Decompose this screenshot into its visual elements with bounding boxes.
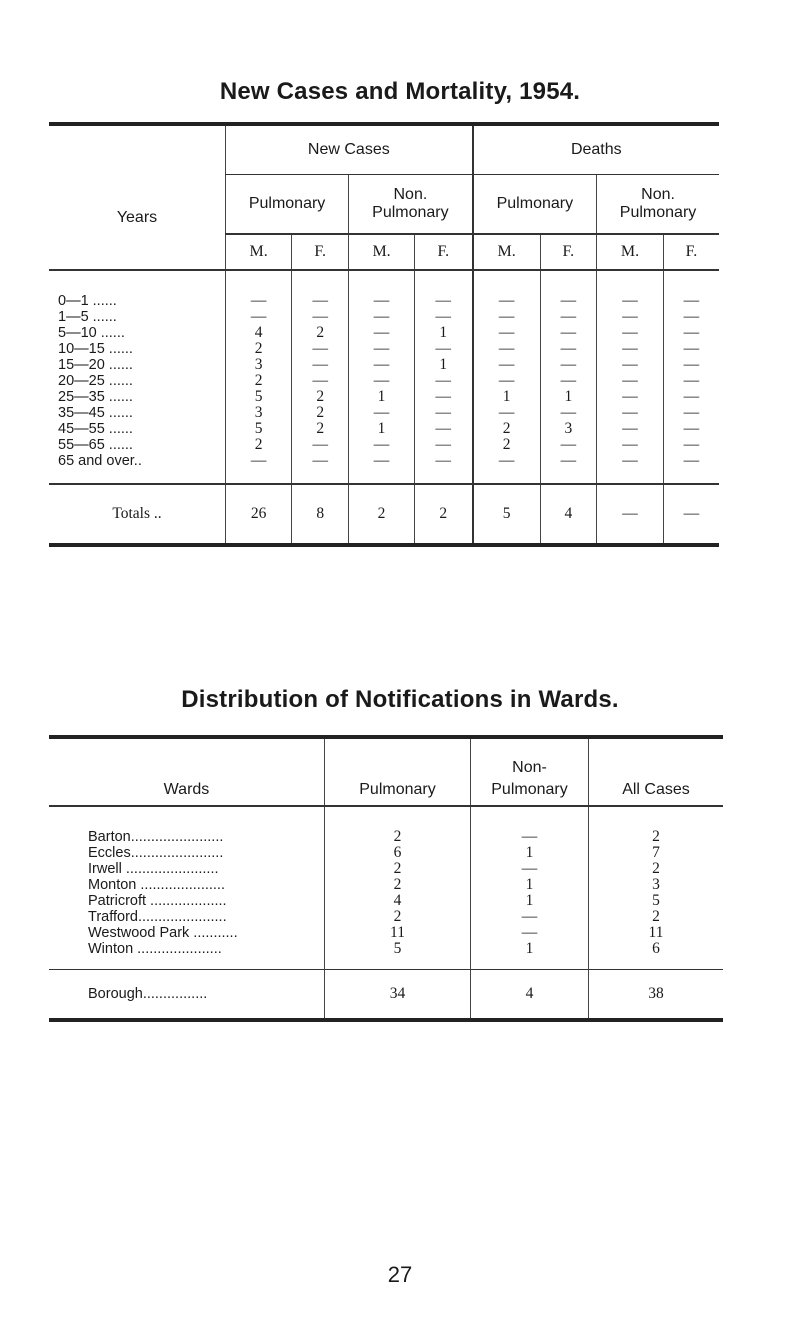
age-group-label: 55—65 ......: [58, 437, 133, 453]
table-cell: —: [663, 453, 719, 469]
table-cell: —: [349, 325, 415, 341]
table-cell: 2: [226, 341, 292, 357]
deaths-pulmonary-header: Pulmonary: [473, 175, 597, 235]
totals-cell: 8: [292, 484, 349, 545]
table-cell: —: [414, 389, 472, 405]
table-row: [49, 941, 723, 957]
table-cell: —: [473, 405, 541, 421]
sex-f-header: F.: [292, 234, 349, 270]
table-cell: —: [414, 293, 472, 309]
age-group-label: 20—25 ......: [58, 373, 133, 389]
table-cell: 2: [325, 829, 471, 845]
table-cell: 4: [226, 325, 292, 341]
table-cell: —: [597, 389, 664, 405]
table-cell: —: [540, 357, 596, 373]
table-cell: —: [540, 309, 596, 325]
age-group-label: 5—10 ......: [58, 325, 125, 341]
sex-m-header: M.: [349, 234, 415, 270]
table-cell: —: [540, 453, 596, 469]
table-cell: —: [349, 293, 415, 309]
table-cell: 2: [325, 877, 471, 893]
table-row: [49, 309, 719, 325]
table-cell: 3: [540, 421, 596, 437]
table-row: [49, 325, 719, 341]
table-cell: —: [663, 405, 719, 421]
table-cell: 1: [471, 877, 589, 893]
table-cell: —: [663, 421, 719, 437]
table-cell: —: [349, 453, 415, 469]
table-cell: —: [292, 453, 349, 469]
totals-cell: 2: [349, 484, 415, 545]
ward-label: Eccles.......................: [88, 845, 224, 861]
sex-m-header: M.: [226, 234, 292, 270]
table-cell: —: [540, 437, 596, 453]
table-cell: —: [349, 373, 415, 389]
table-cell: 3: [226, 405, 292, 421]
new-pulmonary-header: Pulmonary: [226, 175, 349, 235]
table-cell: —: [473, 309, 541, 325]
table-row: [49, 453, 719, 469]
table-cell: 2: [589, 909, 724, 925]
table-cell: —: [349, 437, 415, 453]
table-cell: —: [226, 309, 292, 325]
table-cell: —: [597, 309, 664, 325]
table-row: [49, 925, 723, 941]
table-cell: —: [540, 293, 596, 309]
table-cell: 2: [292, 389, 349, 405]
table-cell: 2: [325, 861, 471, 877]
new-cases-header: New Cases: [226, 124, 473, 175]
sex-f-header: F.: [414, 234, 472, 270]
table-cell: —: [597, 357, 664, 373]
table-cell: —: [349, 309, 415, 325]
table-row: [49, 829, 723, 845]
table-cell: —: [473, 341, 541, 357]
sex-f-header: F.: [540, 234, 596, 270]
table-cell: 2: [226, 373, 292, 389]
table-cell: —: [473, 293, 541, 309]
table-row: [49, 357, 719, 373]
table-cell: 1: [471, 893, 589, 909]
age-group-label: 65 and over..: [58, 453, 142, 469]
table-cell: —: [414, 309, 472, 325]
borough-label: Borough................: [49, 970, 325, 1021]
age-group-label: 15—20 ......: [58, 357, 133, 373]
ward-distribution-table: [49, 735, 723, 1022]
table-cell: —: [663, 389, 719, 405]
table-cell: 5: [589, 893, 724, 909]
table-cell: —: [597, 293, 664, 309]
table-cell: —: [414, 405, 472, 421]
table-cell: —: [663, 293, 719, 309]
table-cell: 1: [414, 325, 472, 341]
table-cell: 2: [473, 421, 541, 437]
table-cell: —: [540, 373, 596, 389]
table-cell: —: [540, 405, 596, 421]
table-cell: —: [292, 437, 349, 453]
page-number: 27: [387, 1262, 413, 1287]
table-cell: —: [473, 373, 541, 389]
sex-m-header: M.: [473, 234, 541, 270]
table-cell: 2: [292, 325, 349, 341]
table-cell: 11: [589, 925, 724, 941]
table-row: [49, 341, 719, 357]
table-cell: —: [471, 925, 589, 941]
age-group-label: 1—5 ......: [58, 309, 117, 325]
totals-cell: 4: [540, 484, 596, 545]
table-row: [49, 861, 723, 877]
sex-f-header: F.: [663, 234, 719, 270]
table1-title: New Cases and Mortality, 1954.: [219, 78, 581, 105]
table-cell: —: [226, 293, 292, 309]
table-cell: 1: [473, 389, 541, 405]
table-cell: 2: [473, 437, 541, 453]
table-cell: —: [471, 861, 589, 877]
table-cell: —: [292, 373, 349, 389]
table-cell: 1: [471, 941, 589, 957]
all-cases-header: All Cases: [589, 737, 724, 806]
table-cell: —: [663, 437, 719, 453]
ward-label: Trafford......................: [88, 909, 227, 925]
table-cell: 1: [471, 845, 589, 861]
totals-cell: 2: [414, 484, 472, 545]
table-row: [49, 373, 719, 389]
table-cell: 2: [589, 861, 724, 877]
ward-label: Monton .....................: [88, 877, 225, 893]
table-cell: —: [226, 453, 292, 469]
age-group-label: 35—45 ......: [58, 405, 133, 421]
table-cell: —: [414, 341, 472, 357]
table-row: [49, 845, 723, 861]
table2-title: Distribution of Notifications in Wards.: [181, 686, 619, 713]
table-row: [49, 293, 719, 309]
table-row: [49, 421, 719, 437]
table-cell: —: [473, 453, 541, 469]
table-cell: —: [414, 373, 472, 389]
table-cell: 3: [226, 357, 292, 373]
table-cell: —: [597, 373, 664, 389]
table-row: [49, 405, 719, 421]
table-cell: —: [597, 453, 664, 469]
table-row: [49, 877, 723, 893]
table-cell: —: [471, 909, 589, 925]
table-cell: —: [473, 357, 541, 373]
table-cell: —: [414, 421, 472, 437]
ward-label: Barton.......................: [88, 829, 224, 845]
table-cell: —: [597, 437, 664, 453]
totals-cell: —: [597, 484, 664, 545]
deaths-non-pulmonary-header: Non. Pulmonary: [597, 175, 719, 235]
totals-row: [49, 970, 723, 1021]
table-row: [49, 909, 723, 925]
table-cell: —: [349, 405, 415, 421]
table-cell: —: [597, 421, 664, 437]
table-cell: 2: [325, 909, 471, 925]
table-cell: 6: [325, 845, 471, 861]
table-cell: 2: [292, 421, 349, 437]
ward-label: Patricroft ...................: [88, 893, 227, 909]
table-cell: —: [663, 325, 719, 341]
table-row: [49, 437, 719, 453]
new-cases-mortality-table: [49, 122, 719, 547]
table-cell: 4: [325, 893, 471, 909]
deaths-header: Deaths: [473, 124, 719, 175]
years-header: Years: [49, 124, 226, 270]
totals-row: [49, 484, 719, 545]
totals-cell: 34: [325, 970, 471, 1021]
totals-cell: 5: [473, 484, 541, 545]
table-cell: —: [663, 357, 719, 373]
totals-cell: 26: [226, 484, 292, 545]
table-cell: —: [597, 325, 664, 341]
ward-label: Westwood Park ...........: [88, 925, 238, 941]
table-cell: —: [292, 293, 349, 309]
age-group-label: 0—1 ......: [58, 293, 117, 309]
table-cell: 1: [349, 421, 415, 437]
table-cell: —: [349, 357, 415, 373]
table-cell: 2: [226, 437, 292, 453]
table-cell: —: [349, 341, 415, 357]
table-cell: —: [292, 309, 349, 325]
ward-label: Winton .....................: [88, 941, 222, 957]
age-group-label: 10—15 ......: [58, 341, 133, 357]
sex-m-header: M.: [597, 234, 664, 270]
new-non-pulmonary-header: Non. Pulmonary: [349, 175, 473, 235]
table-cell: —: [663, 341, 719, 357]
table-cell: 5: [226, 389, 292, 405]
table-cell: —: [597, 341, 664, 357]
table-cell: 7: [589, 845, 724, 861]
table-cell: —: [471, 829, 589, 845]
non-pulmonary-header: Non- Pulmonary: [471, 737, 589, 806]
pulmonary-header: Pulmonary: [325, 737, 471, 806]
totals-cell: —: [663, 484, 719, 545]
totals-cell: 4: [471, 970, 589, 1021]
wards-header: Wards: [49, 737, 325, 806]
table-cell: —: [540, 325, 596, 341]
table-cell: —: [540, 341, 596, 357]
table-cell: 5: [226, 421, 292, 437]
table-cell: —: [414, 437, 472, 453]
table-cell: 1: [414, 357, 472, 373]
totals-label: Totals ..: [49, 484, 226, 545]
table-cell: —: [473, 325, 541, 341]
table-cell: 5: [325, 941, 471, 957]
table-cell: 11: [325, 925, 471, 941]
table-cell: 1: [349, 389, 415, 405]
table-cell: —: [292, 357, 349, 373]
table-row: [49, 893, 723, 909]
age-group-label: 25—35 ......: [58, 389, 133, 405]
age-group-label: 45—55 ......: [58, 421, 133, 437]
table-cell: 1: [540, 389, 596, 405]
table-cell: —: [663, 373, 719, 389]
table-row: [49, 389, 719, 405]
table-cell: —: [292, 341, 349, 357]
table-cell: —: [663, 309, 719, 325]
table-cell: 6: [589, 941, 724, 957]
table-cell: —: [597, 405, 664, 421]
table-cell: —: [414, 453, 472, 469]
totals-cell: 38: [589, 970, 724, 1021]
ward-label: Irwell .......................: [88, 861, 219, 877]
table-cell: 2: [589, 829, 724, 845]
table-cell: 2: [292, 405, 349, 421]
table-cell: 3: [589, 877, 724, 893]
